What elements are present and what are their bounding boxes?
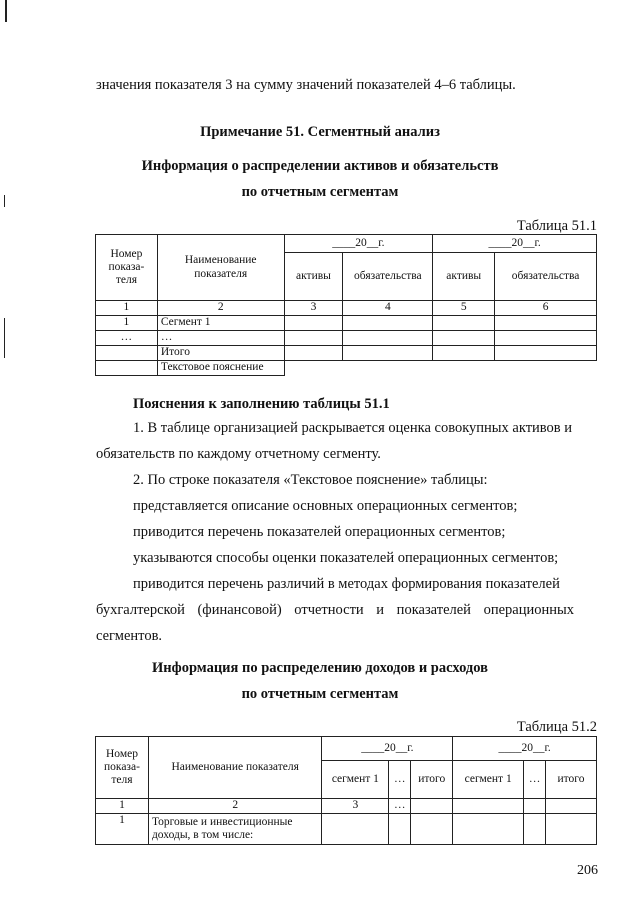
header-segment: сегмент 1 xyxy=(322,761,389,799)
column-number: 1 xyxy=(96,301,158,316)
section1-title-line2: по отчетным сегментам xyxy=(241,184,399,200)
explanation-6-line3: сегментов. xyxy=(96,628,163,644)
table-51-1 xyxy=(95,234,597,376)
table-row xyxy=(96,316,597,331)
intro-line: значения показателя 3 на сумму значений показателей 4–6 таблицы. xyxy=(96,77,516,93)
header-liabilities: обязательства xyxy=(343,253,433,301)
header-assets: активы xyxy=(433,253,495,301)
row-number xyxy=(96,346,158,361)
row-number: 1 xyxy=(96,316,158,331)
row-name: … xyxy=(157,331,284,346)
column-number: … xyxy=(389,799,411,814)
table-row xyxy=(96,361,597,376)
explanation-6-line1: приводится перечень различий в методах формирования показателей xyxy=(133,576,560,592)
header-ellipsis: … xyxy=(389,761,411,799)
column-number: 4 xyxy=(343,301,433,316)
table2-caption: Таблица 51.2 xyxy=(516,719,597,735)
header-year-2: ____20__г. xyxy=(433,235,597,253)
explanation-1-line1: 1. В таблице организацией раскрывается оценка совокупных активов и xyxy=(133,420,573,436)
row-name: Текстовое пояснение xyxy=(157,361,284,376)
header-assets: активы xyxy=(284,253,343,301)
header-number: Номер показа-теля xyxy=(96,235,158,301)
column-number: 1 xyxy=(96,799,149,814)
scan-margin-mark xyxy=(4,318,5,358)
explanation-3: представляется описание основных операционных сегментов; xyxy=(133,498,518,514)
row-name: Итого xyxy=(157,346,284,361)
header-liabilities: обязательства xyxy=(495,253,597,301)
column-number: 6 xyxy=(495,301,597,316)
header-number: Номер показа-теля xyxy=(96,737,149,799)
scan-margin-mark xyxy=(5,0,7,22)
explanation-4: приводится перечень показателей операционных сегментов; xyxy=(133,524,506,540)
row-number: … xyxy=(96,331,158,346)
header-total: итого xyxy=(546,761,597,799)
row-number: 1 xyxy=(96,814,149,845)
header-name: Наименование показателя xyxy=(148,737,322,799)
table1-caption: Таблица 51.1 xyxy=(516,218,597,234)
row-name: Сегмент 1 xyxy=(157,316,284,331)
table-row xyxy=(96,814,597,845)
column-number: 2 xyxy=(157,301,284,316)
header-segment: сегмент 1 xyxy=(453,761,524,799)
header-year-2: ____20__г. xyxy=(453,737,597,761)
header-year-1: ____20__г. xyxy=(322,737,453,761)
explanation-1-line2: обязательств по каждому отчетному сегменту. xyxy=(96,446,381,462)
header-total: итого xyxy=(411,761,453,799)
table-51-2 xyxy=(95,736,597,845)
page-number: 206 xyxy=(577,863,598,878)
header-ellipsis: … xyxy=(524,761,546,799)
explanation-6-line2: бухгалтерской (финансовой) отчетности и показателей операционных xyxy=(96,602,574,618)
section1-title-line1: Информация о распределении активов и обязательств xyxy=(141,158,499,174)
explanation-5: указываются способы оценки показателей операционных сегментов; xyxy=(133,550,559,566)
explanations-title: Пояснения к заполнению таблицы 51.1 xyxy=(133,396,390,412)
section2-title-line1: Информация по распределению доходов и расходов xyxy=(152,660,488,676)
row-number xyxy=(96,361,158,376)
column-number: 2 xyxy=(148,799,322,814)
column-number: 3 xyxy=(284,301,343,316)
section2-title-line2: по отчетным сегментам xyxy=(241,686,399,702)
explanation-2: 2. По строке показателя «Текстовое пояснение» таблицы: xyxy=(133,472,488,488)
column-number: 5 xyxy=(433,301,495,316)
note-title: Примечание 51. Сегментный анализ xyxy=(200,124,440,140)
row-name: Торговые и инвестиционные доходы, в том числе: xyxy=(148,814,322,845)
header-name: Наименование показателя xyxy=(157,235,284,301)
column-number: 3 xyxy=(322,799,389,814)
table-row xyxy=(96,346,597,361)
table-row xyxy=(96,331,597,346)
header-year-1: ____20__г. xyxy=(284,235,433,253)
